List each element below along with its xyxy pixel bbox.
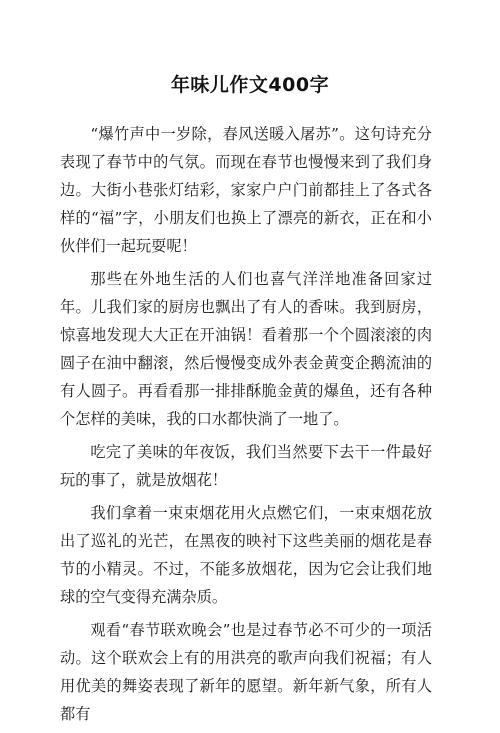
- paragraph-3: 吃完了美味的年夜饭，我们当然要下去干一件最好玩的事了，就是放烟花！: [60, 443, 432, 489]
- paragraph-4: 我们拿着一束束烟花用火点燃它们，一束束烟花放出了巡礼的光芒，在黑夜的映衬下这些美丽的烟花是春节的小精灵。不过，不能多放烟花，因为它会让我们地球的空气变得充满杂质。: [60, 504, 432, 606]
- paragraph-2: 那些在外地生活的人们也喜气洋洋地准备回家过年。儿我们家的厨房也飘出了有人的香味。我到厨房，惊喜地发现大大正在开油锅！看着那一个个圆滚滚的肉圆子在油中翻滚，然后慢慢变成外表金黄变企鹅流油的有人圆子。再看看那一排排酥脆金黄的爆鱼，还有各种个怎样的美味，我的口水都快淌了一地了。: [60, 270, 432, 428]
- document-title: 年味儿作文400字: [170, 73, 330, 96]
- document-body: [60, 120, 432, 733]
- paragraph-1: “爆竹声中一岁除，春风送暖入屠苏”。这句诗充分表现了春节中的气氛。而现在春节也慢慢来到了我们身边。大街小巷张灯结彩，家家户户门前都挂上了各式各样的“福”字，小朋友们也换上了漂亮的新衣，正在和小伙伴们一起玩耍呢！: [60, 125, 432, 255]
- paragraph-5: 观看“春节联欢晚会”也是过春节必不可少的一项活动。这个联欢会上有的用洪亮的歌声向我们祝福；有人用优美的舞姿表现了新年的愿望。新年新气象，所有人都有: [60, 621, 432, 723]
